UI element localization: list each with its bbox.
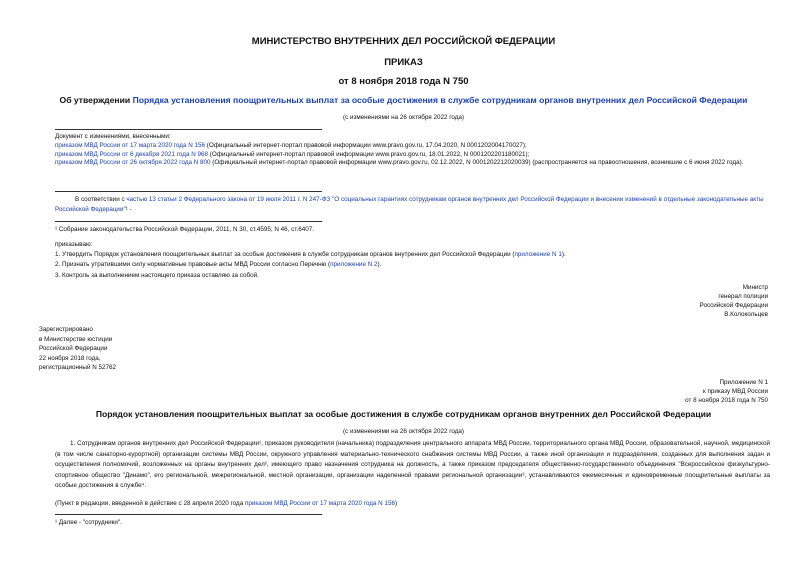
divider-footnote-2 — [55, 514, 322, 515]
title-link[interactable]: Порядка установления поощрительных выплат за особые достижения в службе сотрудникам органов внутренних дел Российской Федерации — [132, 95, 748, 105]
preamble-link-article[interactable]: частью 13 статьи 2 — [126, 196, 182, 203]
amendments-heading: Документ с изменениями, внесенными: — [55, 133, 171, 140]
title-prefix: Об утверждении — [59, 95, 131, 105]
order-title — [0, 95, 807, 105]
paragraph-edition-note: (Пункт в редакции, введенной в действие с 28 апреля 2020 года приказом МВД России от 17 марта 2020 года N 156) — [55, 500, 398, 507]
preamble-link-law[interactable]: Федерального закона от 19 июля 2011 г. N 247-ФЗ "О социальных гарантиях сотрудникам органов внутренних дел Российской Федерации и внесении изменений в отдельные законодательные акты Российской Федерации" — [55, 196, 764, 213]
appendix-title: Порядок установления поощрительных выплат за особые достижения в службе сотрудникам органов внутренних дел Российской Федерации — [95, 409, 712, 419]
amendment-link-3[interactable]: приказом МВД России от 26 октября 2022 года N 800 — [55, 159, 211, 167]
amendment-item-2: приказом МВД России от 6 декабря 2021 года N 968 (Официальный интернет-портал правовой информации www.pravo.gov.ru, 18.01.2022, N 0001202201180021); — [55, 150, 530, 158]
amendment-link-2[interactable]: приказом МВД России от 6 декабря 2021 года N 968 — [55, 150, 209, 158]
order-date: от 8 ноября 2018 года N 750 — [338, 76, 469, 87]
registration-block: Зарегистрировано в Министерстве юстиции Российской Федерации 22 ноября 2018 года, регистрационный N 52762 — [39, 326, 117, 372]
ministry-heading: МИНИСТЕРСТВО ВНУТРЕННИХ ДЕЛ РОССИЙСКОЙ ФЕДЕРАЦИИ — [251, 36, 556, 47]
amendment-item-1: приказом МВД России от 17 марта 2020 года N 156 (Официальный интернет-портал правовой информации www.pravo.gov.ru, 17.04.2020, N 0001202004170027); — [55, 141, 527, 149]
amendment-note: (с изменениями на 26 октября 2022 года) — [342, 114, 465, 121]
order-point-3: 3. Контроль за выполнением настоящего приказа оставляю за собой. — [55, 271, 259, 279]
signature-block: Министр генерал полиции Российской Федерации В.Колокольцев — [699, 284, 768, 318]
order-heading: ПРИКАЗ — [384, 57, 423, 68]
order-point-1: 1. Утвердить Порядок установления поощрительных выплат за особые достижения в службе сотрудникам органов внутренних дел Российской Федерации (приложение N 1). — [55, 251, 566, 259]
footnote-1: ¹ Собрание законодательства Российской Федерации, 2011, N 30, ст.4595; N 46, ст.6407. — [55, 226, 315, 233]
order-point-2: 2. Признать утратившими силу нормативные правовые акты МВД России согласно Перечню (приложение N 2). — [55, 261, 382, 269]
footnote-2: ¹ Далее - "сотрудники". — [55, 519, 122, 526]
amendment-link-1[interactable]: приказом МВД России от 17 марта 2020 года N 156 — [55, 141, 205, 149]
divider-preamble — [55, 191, 322, 192]
amendment-item-3: приказом МВД России от 26 октября 2022 года N 800 (Официальный интернет-портал правовой информации www.pravo.gov.ru, 02.12.2022, N 0001202212020039) (распространяется на правоотношения, возникшие с 6 июня 2022 года). — [55, 159, 744, 167]
appendix-1-link[interactable]: приложение N 1 — [514, 251, 562, 259]
appendix-paragraph-1: 1. Сотрудникам органов внутренних дел Российской Федерации¹, приказом руководителя (начальника) подразделения центрального аппарата МВД России, территориального органа МВД России, образовательной, научной, медицинской (в том числе санаторно-курортной) организации системы МВД России, окружного управления материально-технического снабжения системы МВД России, а также иной организации и подразделения, созданных для выполнения задач и осуществления полномочий, возложенных на органы внутренних дел², имеющего право назначения сотрудника на должность, а также приказом председателя общественно-государственного объединения "Всероссийское физкультурно-спортивное общество "Динамо", его региональной, межрегиональной, местной организации, организации наделенной правами региональной организации³, устанавливаются ежемесячные и единовременные поощрительные выплаты за особые достижения в службе⁴. — [55, 440, 770, 490]
divider-footnote — [55, 221, 322, 222]
divider-top — [55, 129, 322, 130]
order-body — [55, 240, 566, 281]
appendix-amendment-note: (с изменениями на 26 октября 2022 года) — [342, 428, 465, 435]
appendix-2-link[interactable]: приложение N 2 — [330, 261, 378, 269]
order-directive: приказываю: — [55, 241, 93, 248]
appendix-label: Приложение N 1 к приказу МВД России от 8 ноября 2018 года N 750 — [685, 379, 768, 404]
preamble: В соответствии с частью 13 статьи 2 Федерального закона от 19 июля 2011 г. N 247-ФЗ "О социальных гарантиях сотрудникам органов внутренних дел Российской Федерации и внесении изменений в отдельные законодательные акты Российской Федерации"¹ - — [55, 196, 764, 213]
amendments-block — [55, 133, 770, 168]
edition-note-link[interactable]: приказом МВД России от 17 марта 2020 года N 156 — [244, 500, 395, 507]
